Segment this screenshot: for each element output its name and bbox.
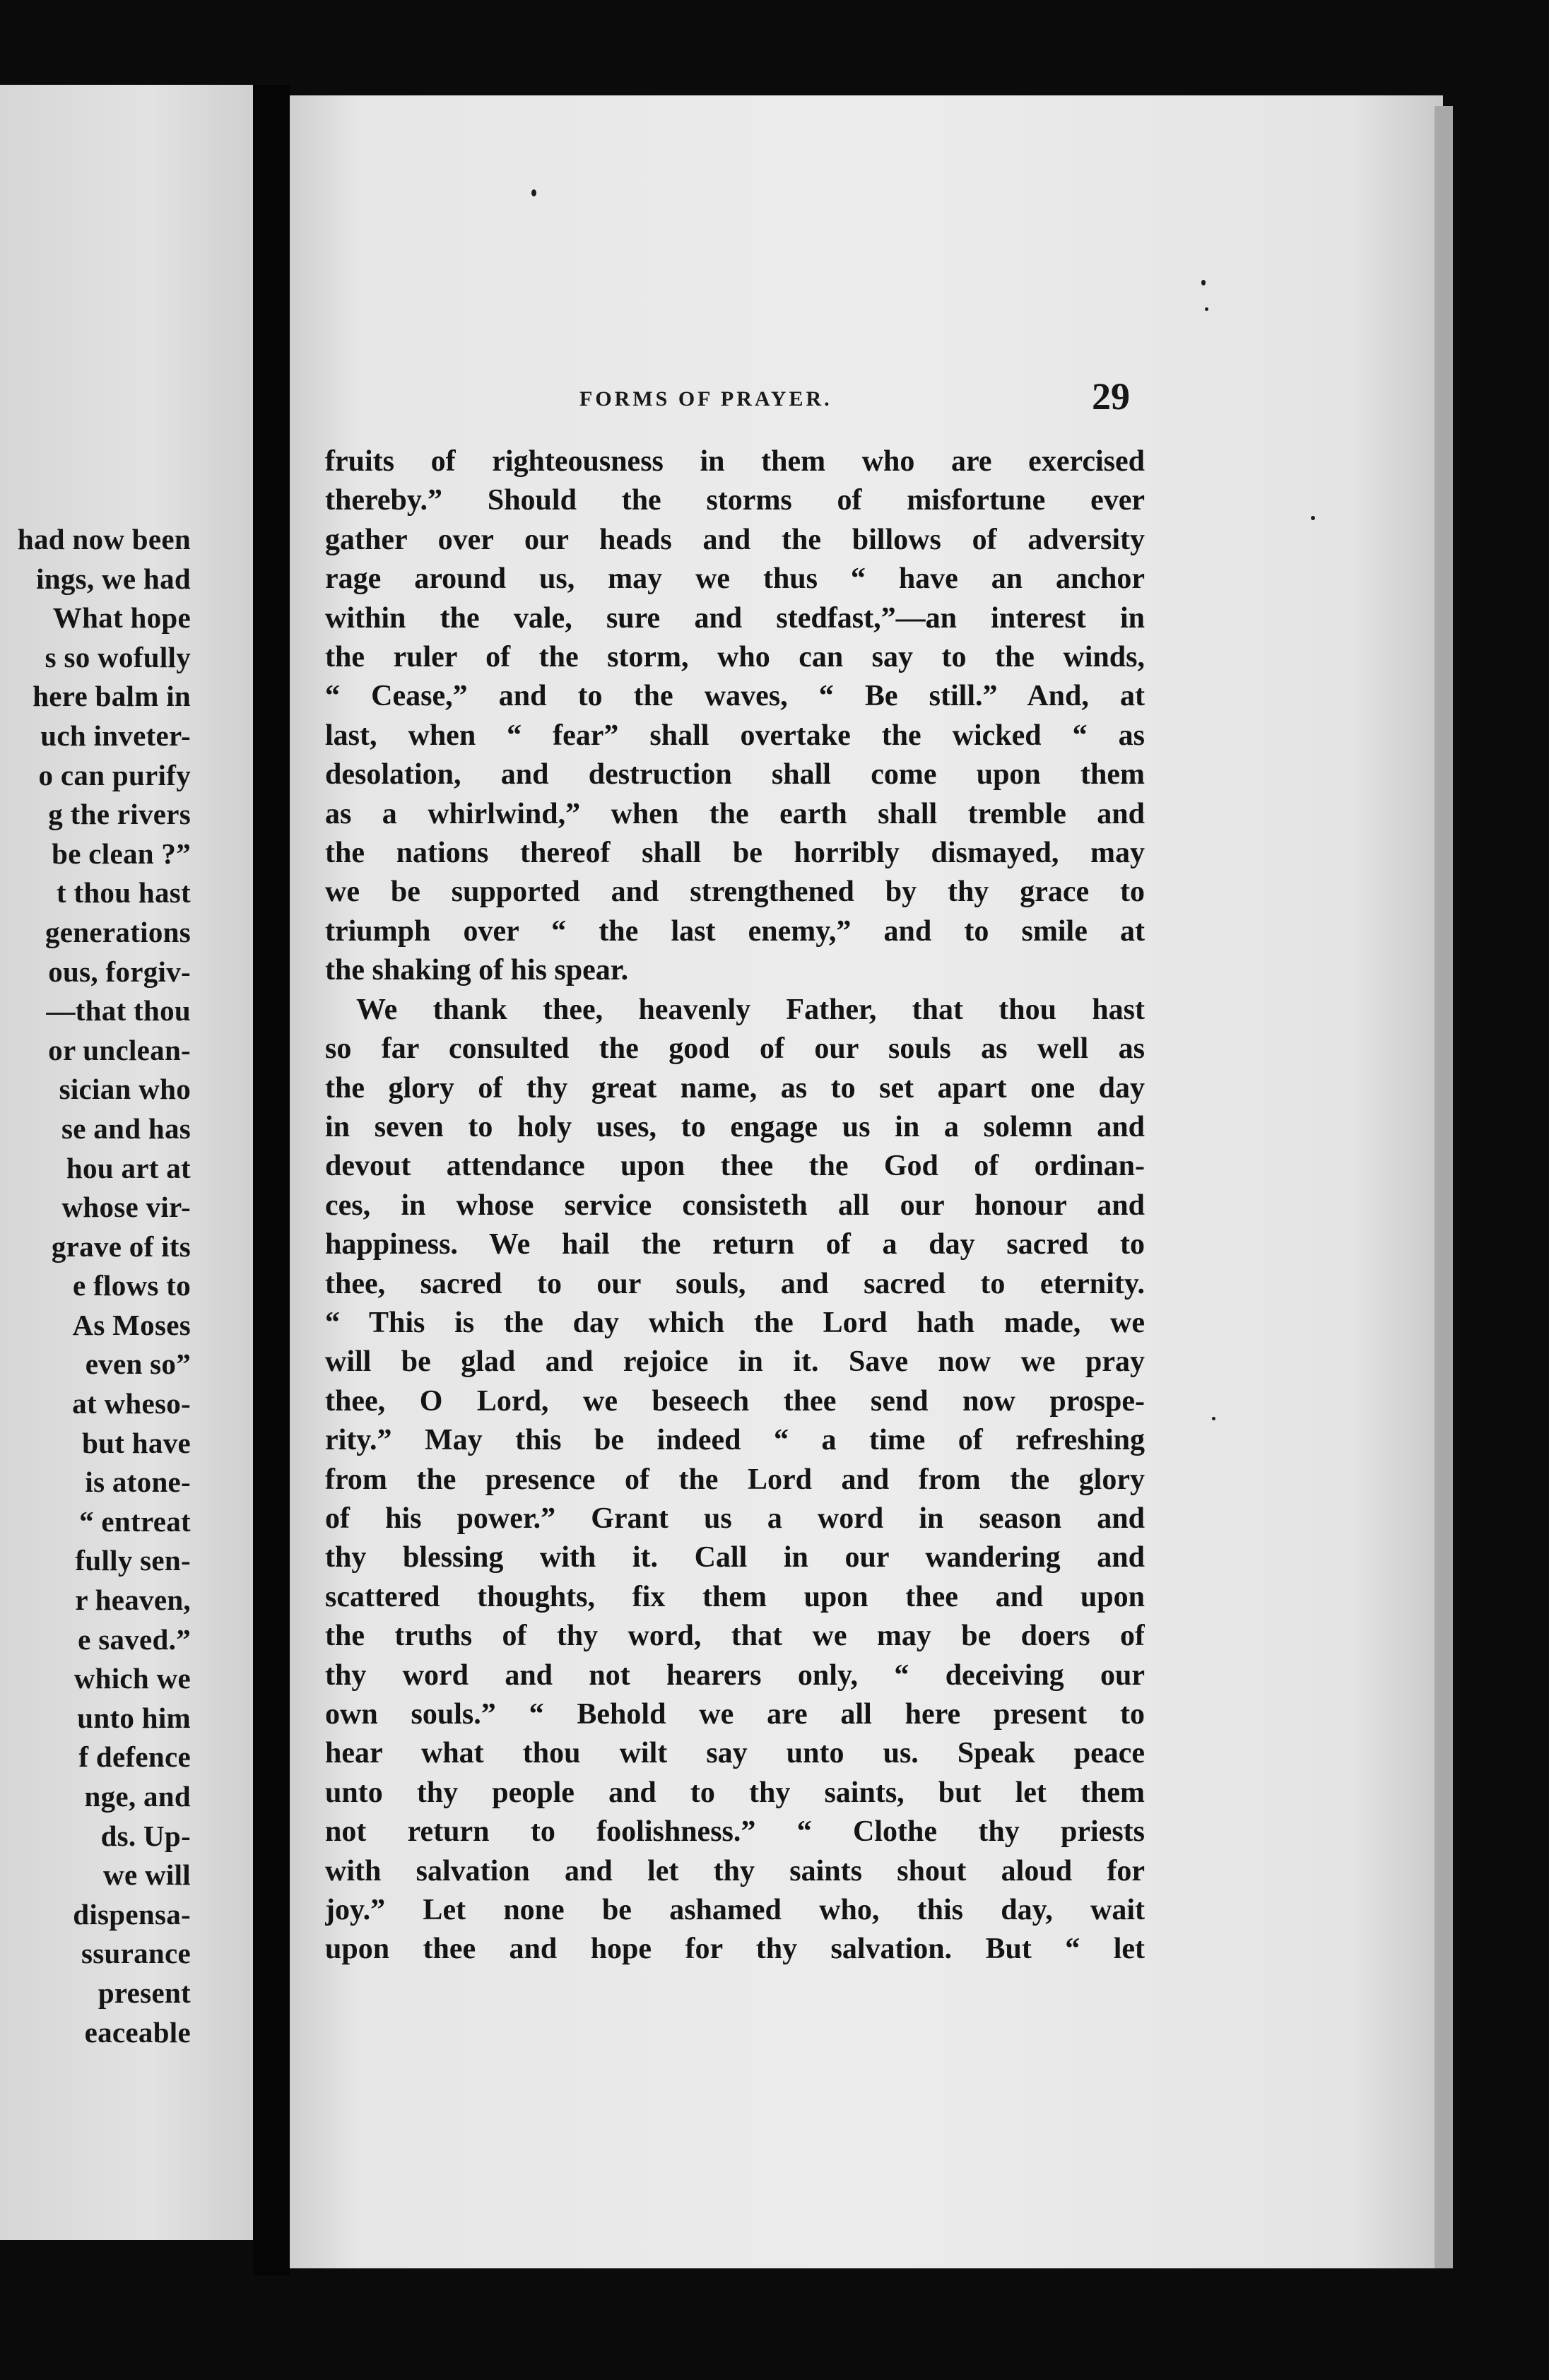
text-line: ces, in whose service consisteth all our honour and [325,1189,1145,1222]
left-page-line: present [98,1976,191,2009]
left-page-line: “ entreat [79,1504,191,1538]
text-line: fruits of righteousness in them who are exercised [325,445,1145,478]
left-page-line: or unclean- [48,1033,191,1066]
text-line: the glory of thy great name, as to set apart one day [325,1071,1145,1104]
left-page-line: grave of its [51,1230,191,1263]
left-page-line: o can purify [38,758,191,791]
text-line: the truths of thy word, that we may be doers of [325,1620,1145,1653]
text-line: not return to foolishness.” “ Clothe thy priests [325,1815,1145,1849]
text-line: upon thee and hope for thy salvation. But “ let [325,1933,1145,1966]
text-line: joy.” Let none be ashamed who, this day, wait [325,1894,1145,1927]
text-line: in seven to holy uses, to engage us in a solemn and [325,1110,1145,1143]
left-page-line: What hope [52,601,191,635]
text-line: “ Cease,” and to the waves, “ Be still.” And, at [325,680,1145,713]
text-line: “ This is the day which the Lord hath made, we [325,1306,1145,1339]
text-line: thereby.” Should the storms of misfortune ever [325,484,1145,517]
paragraph [325,442,1145,991]
text-line: rage around us, may we thus “ have an anchor [325,562,1145,596]
book-gutter [253,85,290,2275]
left-page-line: e flows to [73,1269,191,1302]
left-page-line: t thou hast [56,876,191,909]
dust-speck [1212,1417,1215,1420]
text-line: thee, sacred to our souls, and sacred to eternity. [325,1267,1145,1300]
text-line: will be glad and rejoice in it. Save now we pray [325,1345,1145,1379]
page-edge-shadow [1435,106,1453,2268]
text-line: desolation, and destruction shall come upon them [325,758,1145,791]
text-line: thy blessing with it. Call in our wandering and [325,1541,1145,1574]
dust-speck [1201,280,1206,285]
left-page-line: ings, we had [36,562,191,595]
text-line: thee, O Lord, we beseech thee send now prospe- [325,1384,1145,1418]
text-line: of his power.” Grant us a word in season and [325,1502,1145,1535]
text-line: unto thy people and to thy saints, but let them [325,1776,1145,1809]
text-line: own souls.” “ Behold we are all here present to [325,1698,1145,1731]
left-page-line: e saved.” [78,1622,191,1656]
left-page-line: had now been [17,523,191,555]
left-page-line: s so wofully [45,640,191,673]
text-line: hear what thou wilt say unto us. Speak peace [325,1737,1145,1770]
left-page-line: As Moses [72,1308,191,1341]
left-page-line: generations [45,915,191,948]
text-line: so far consulted the good of our souls as well as [325,1032,1145,1066]
paragraph [325,991,1145,1969]
dust-speck [1311,516,1315,520]
text-line: from the presence of the Lord and from the glory [325,1463,1145,1496]
text-line: We thank thee, heavenly Father, that thou hast [356,993,1145,1026]
text-line: happiness. We hail the return of a day sacred to [325,1228,1145,1261]
left-page-line: unto him [77,1701,191,1734]
left-page-line: hou art at [66,1151,191,1184]
left-page-line: is atone- [85,1466,191,1499]
text-line: triumph over “ the last enemy,” and to smile at [325,914,1145,948]
dust-speck [1205,307,1208,311]
left-page-line: dispensa- [73,1897,191,1931]
left-page-line: ssurance [81,1937,191,1970]
dust-speck [531,189,536,196]
text-line: the shaking of his spear. [325,954,629,987]
left-page-line: even so” [85,1348,191,1381]
left-page-line: se and has [61,1112,191,1145]
left-page-line: f defence [78,1740,191,1774]
text-line: as a whirlwind,” when the earth shall tremble and [325,797,1145,830]
text-line: gather over our heads and the billows of adversity [325,523,1145,556]
text-line: we be supported and strengthened by thy grace to [325,876,1145,909]
page-number: 29 [1092,375,1130,418]
running-head: FORMS OF PRAYER. [579,387,832,411]
left-page-line: at wheso- [72,1387,191,1420]
left-page-line: g the rivers [48,798,191,831]
left-page-line: nge, and [84,1780,191,1813]
text-line: thy word and not hearers only, “ deceiving our [325,1659,1145,1692]
left-page-text [0,520,191,2052]
left-page-line: here balm in [33,680,191,713]
body-text [325,442,1145,1969]
text-line: rity.” May this be indeed “ a time of refreshing [325,1424,1145,1457]
left-page-line: ous, forgiv- [48,955,191,988]
left-page-line: uch inveter- [40,719,191,752]
text-line: the nations thereof shall be horribly dismayed, may [325,837,1145,870]
left-page-line: eaceable [84,2015,191,2049]
left-page-line: be clean ?” [52,837,191,870]
left-page-line: but have [82,1426,191,1459]
text-line: devout attendance upon thee the God of ordinan- [325,1150,1145,1183]
text-line: the ruler of the storm, who can say to the winds, [325,641,1145,674]
text-line: last, when “ fear” shall overtake the wicked “ as [325,719,1145,752]
left-page-line: —that thou [46,994,191,1027]
text-line: scattered thoughts, fix them upon thee and upon [325,1580,1145,1613]
text-line: within the vale, sure and stedfast,”—an interest in [325,601,1145,635]
left-page-line: we will [103,1858,191,1892]
left-page-line: sician who [59,1073,191,1106]
text-line: with salvation and let thy saints shout aloud for [325,1854,1145,1887]
left-facing-page [0,85,253,2240]
left-page-line: ds. Up- [100,1819,191,1852]
left-page-line: whose vir- [61,1191,191,1224]
left-page-line: fully sen- [75,1544,191,1577]
left-page-line: r heaven, [75,1584,191,1617]
left-page-line: which we [73,1662,191,1695]
